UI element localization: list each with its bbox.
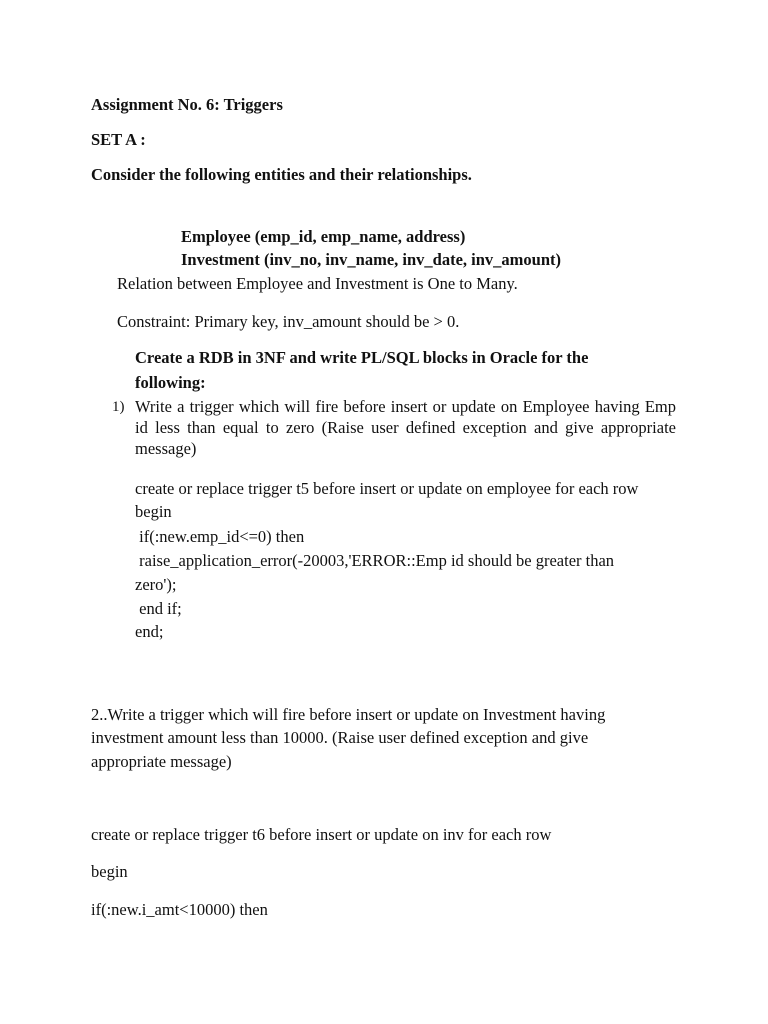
code-1-line: end if; — [135, 599, 182, 618]
code-1-line: zero'); — [135, 575, 177, 594]
code-1-line: if(:new.emp_id<=0) then — [135, 527, 305, 546]
code-1-line: raise_application_error(-20003,'ERROR::Emp id should be greater than — [135, 551, 615, 570]
question-1-text: Write a trigger which will fire before insert or update on Employee having Emp id less than equal to zero (Raise user defined exception and give appropriate message) — [135, 397, 676, 458]
question-2-line-1: 2..Write a trigger which will fire before insert or update on Investment having — [91, 705, 606, 724]
code-2-line: if(:new.i_amt<10000) then — [91, 900, 268, 919]
question-2-line-3: appropriate message) — [91, 752, 232, 771]
task-line-2: following: — [135, 373, 206, 392]
investment-entity: Investment (inv_no, inv_name, inv_date, inv_amount) — [181, 250, 561, 269]
assignment-title: Assignment No. 6: Triggers — [91, 95, 283, 114]
code-1-line: create or replace trigger t5 before insert or update on employee for each row — [135, 479, 639, 498]
task-line-1: Create a RDB in 3NF and write PL/SQL blocks in Oracle for the — [135, 348, 589, 367]
question-2-line-2: investment amount less than 10000. (Raise user defined exception and give — [91, 728, 589, 747]
code-1-line: begin — [135, 502, 172, 521]
code-2-line: create or replace trigger t6 before insert or update on inv for each row — [91, 825, 552, 844]
code-1-line: end; — [135, 622, 164, 641]
relation-text: Relation between Employee and Investment is One to Many. — [117, 274, 518, 293]
code-2-line: begin — [91, 862, 128, 881]
set-label: SET A : — [91, 130, 146, 149]
constraint-text: Constraint: Primary key, inv_amount should be > 0. — [117, 312, 460, 331]
question-1-number: 1) — [112, 399, 125, 415]
intro-text: Consider the following entities and their relationships. — [91, 165, 472, 184]
employee-entity: Employee (emp_id, emp_name, address) — [181, 227, 466, 246]
